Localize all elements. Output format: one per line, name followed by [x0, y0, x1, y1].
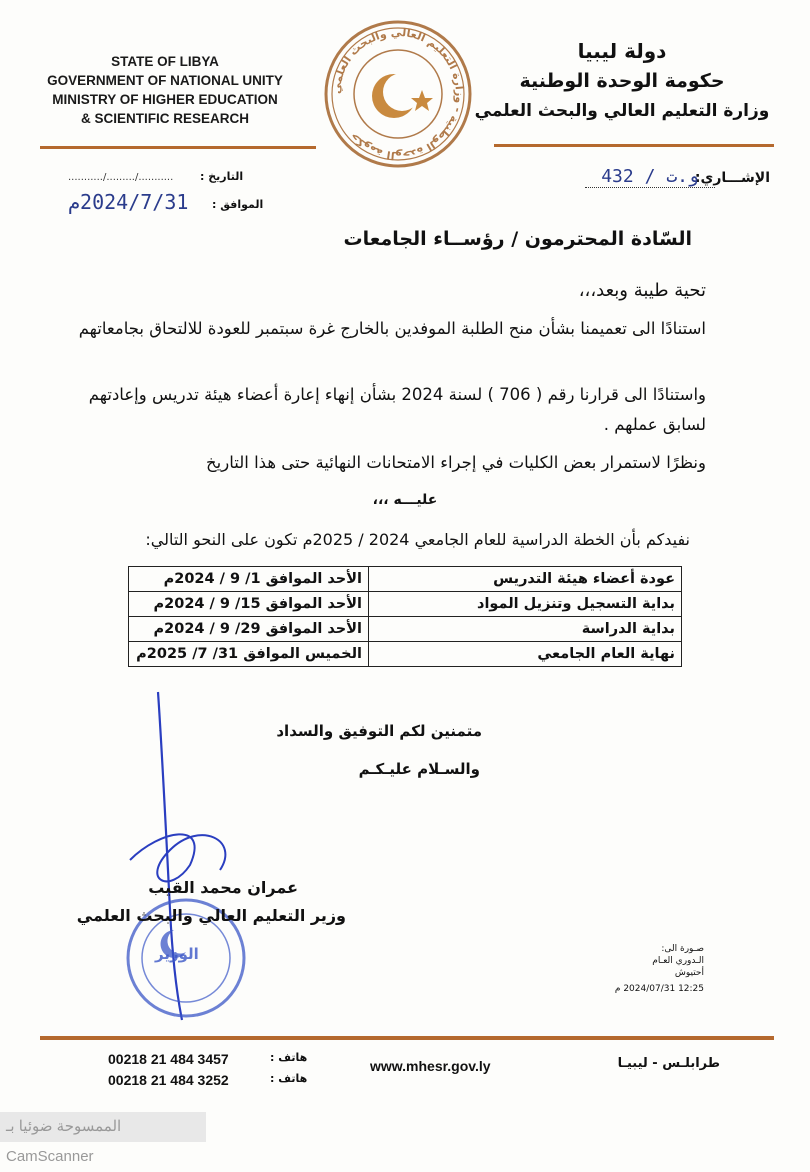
- phone-label-2: هاتف :: [270, 1072, 308, 1085]
- date-dots: .........../........./...........: [68, 172, 174, 183]
- schedule-intro: نفيدكم بأن الخطة الدراسية للعام الجامعي 2024 / 2025م تكون على النحو التالي:: [145, 530, 690, 549]
- table-row: [129, 617, 682, 642]
- corresponding-date: 2024/7/31م: [68, 190, 189, 214]
- cc-label: صـورة الى:: [661, 944, 704, 954]
- cc-item-1: الـدوري العـام: [652, 956, 704, 966]
- footer-rule: [40, 1036, 774, 1040]
- addressee: السّادة المحترمون / رؤســاء الجامعات: [343, 228, 692, 250]
- table-row: [129, 567, 682, 592]
- schedule-event: عودة أعضاء هيئة التدريس: [369, 567, 682, 592]
- corresponding-label: الموافق :: [212, 198, 264, 211]
- closing-wishes: متمنين لكم التوفيق والسداد: [276, 722, 482, 740]
- table-row: [129, 592, 682, 617]
- header-rule-right: [494, 144, 774, 147]
- paragraph-3: ونظرًا لاستمرار بعض الكليات في إجراء الامتحانات النهائية حتى هذا التاريخ: [206, 453, 706, 472]
- seal-text: حكومة الوحدة الوطنية - وزارة التعليم العالي والبحث العلمي: [329, 25, 467, 163]
- ar-government: حكومة الوحدة الوطنية: [519, 70, 725, 92]
- city: طرابلـس - ليبيـا: [617, 1056, 720, 1071]
- arabic-header: [472, 36, 772, 126]
- stamp-word: الوزير: [155, 945, 199, 963]
- ref-label: الإشـــاري:: [694, 170, 770, 186]
- schedule-table: [128, 566, 682, 667]
- en-ministry: MINISTRY OF HIGHER EDUCATION: [52, 92, 278, 107]
- paragraph-2: واستنادًا الى قرارنا رقم ( 706 ) لسنة 2024 بشأن إنهاء إعارة أعضاء هيئة تدريس وإعادتهم لسابق عملهم .: [88, 385, 706, 434]
- ar-state: دولة ليبيا: [577, 39, 667, 63]
- phone-label-1: هاتف :: [270, 1051, 308, 1064]
- header-rule-left: [40, 146, 316, 149]
- website-link: www.mhesr.gov.ly: [370, 1058, 491, 1074]
- schedule-date: الأحد الموافق 29/ 9 / 2024م: [129, 617, 369, 642]
- schedule-event: بداية التسجيل وتنزيل المواد: [369, 592, 682, 617]
- phone-2: 00218 21 484 3252: [108, 1072, 229, 1088]
- schedule-date: الأحد الموافق 15/ 9 / 2024م: [129, 592, 369, 617]
- paragraph-1: استنادًا الى تعميمنا بشأن منح الطلبة الموفدين بالخارج غرة سبتمبر للعودة للالتحاق بجامعاتهم: [78, 319, 706, 338]
- en-research: & SCIENTIFIC RESEARCH: [80, 111, 249, 126]
- date-label: التاريخ :: [200, 170, 244, 183]
- signature-icon: [100, 690, 360, 1030]
- closing-salam: والسـلام عليـكـم: [358, 760, 480, 778]
- schedule-event: بداية الدراسة: [369, 617, 682, 642]
- schedule-event: نهاية العام الجامعي: [369, 642, 682, 667]
- alayh-heading: عليـــه ،،،: [372, 492, 438, 508]
- schedule-date: الخميس الموافق 31/ 7/ 2025م: [129, 642, 369, 667]
- signatory-title: وزير التعليم العالي والبحث العلمي: [76, 906, 346, 925]
- camscanner-watermark: الممسوحة ضوئيا بـ CamScanner: [0, 1112, 206, 1142]
- cc-timestamp: 12:25 2024/07/31 م: [614, 984, 704, 994]
- ministry-seal: [322, 18, 474, 170]
- cc-item-2: أحتيوش: [674, 968, 704, 978]
- en-state: STATE OF LIBYA: [111, 54, 219, 69]
- english-header: [40, 52, 290, 128]
- ar-ministry: وزارة التعليم العالي والبحث العلمي: [474, 101, 770, 121]
- greeting: تحية طيبة وبعد،،،: [578, 280, 706, 301]
- phone-1: 00218 21 484 3457: [108, 1051, 229, 1067]
- schedule-date: الأحد الموافق 1/ 9 / 2024م: [129, 567, 369, 592]
- signatory-name: عمران محمد القيب: [148, 878, 298, 897]
- ref-number: 432 / و.ت: [585, 166, 715, 188]
- en-government: GOVERNMENT OF NATIONAL UNITY: [47, 73, 283, 88]
- table-row: [129, 642, 682, 667]
